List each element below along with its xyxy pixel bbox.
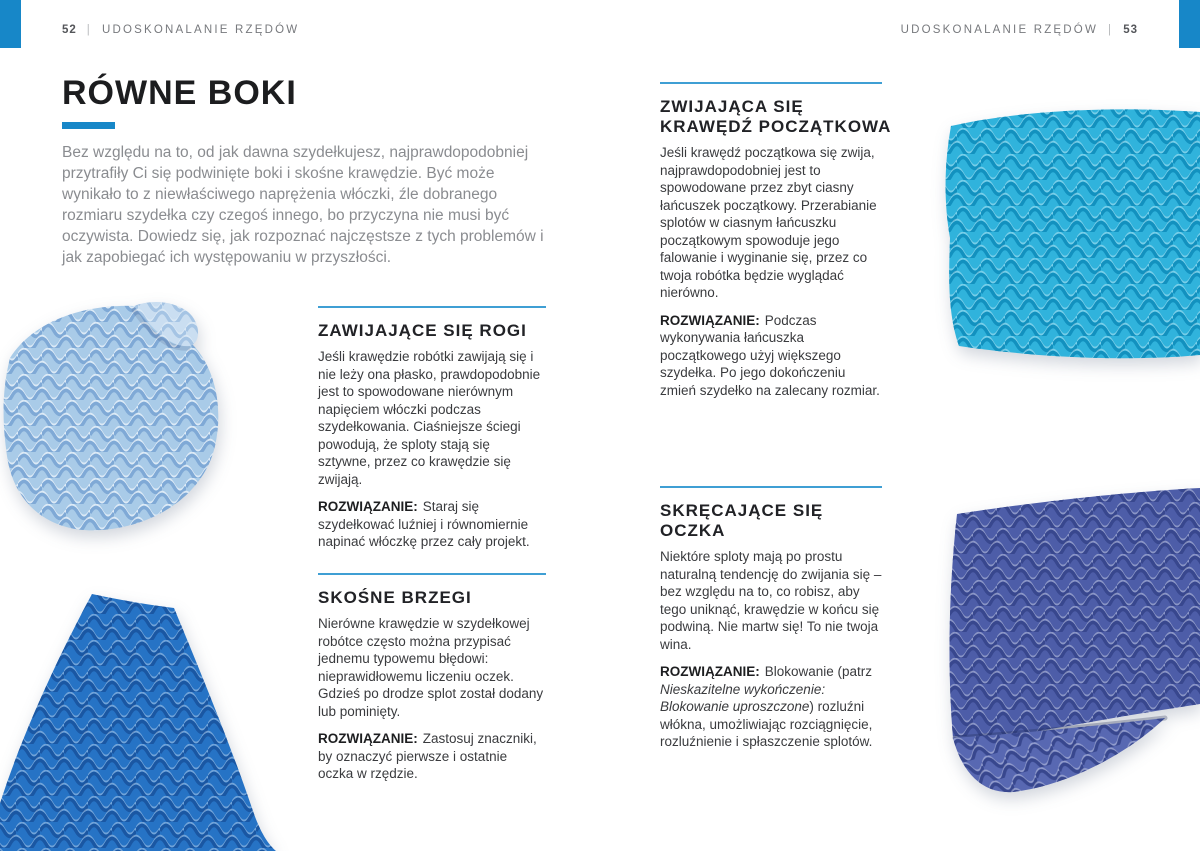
chapter-title: UDOSKONALANIE RZĘDÓW (900, 24, 1099, 36)
solution-text-part2: ) rozluźni włókna, umożliwiając rozciągnięcie, rozluźnienie i spłaszczenie splotów. (660, 699, 873, 749)
page-number-right: 53 (1123, 24, 1138, 36)
section-rule (660, 82, 882, 84)
chapter-title: UDOSKONALANIE RZĘDÓW (101, 24, 300, 36)
section-solution (318, 730, 546, 783)
solution-label: ROZWIĄZANIE: (660, 664, 760, 679)
section-heading-line1: ZWIJAJĄCA SIĘ (660, 97, 804, 116)
solution-text-part1: Blokowanie (patrz (764, 664, 873, 679)
section-body: Jeśli krawędź początkowa się zwija, najprawdopodobniej jest to spowodowane przez zbyt ciasny łańcuszek początkowy. Przerabianie splotów w ciasnym łańcuszku początkowym spowoduje jego falowanie i wyginanie się, przez co twoja robótka będzie wyglądać nierówno. (660, 145, 877, 300)
running-head-left (62, 24, 299, 36)
crochet-swatch-curling-cast-on-photo (933, 102, 1200, 365)
left-corner-accent-bar (0, 0, 21, 48)
title-underline-accent (62, 122, 115, 129)
solution-label: ROZWIĄZANIE: (660, 312, 760, 328)
solution-text-italic-reference: Nieskazitelne wykończenie: Blokowanie uproszczone (660, 681, 826, 714)
section-heading: ZAWIJAJĄCE SIĘ ROGI (318, 321, 527, 340)
solution-label: ROZWIĄZANIE: (318, 499, 418, 514)
section-heading: SKOŚNE BRZEGI (318, 588, 472, 607)
solution-text: Podczas wykonywania łańcuszka początkowego użyj większego szydełka. Po jego dokończeniu zmień szydełko na zalecany rozmiar. (660, 312, 880, 398)
section-rule (660, 486, 882, 488)
section-curling-corners (318, 306, 546, 551)
section-curling-cast-on-edge (660, 82, 892, 399)
page-title: RÓWNE BOKI (62, 74, 297, 112)
right-corner-accent-bar (1179, 0, 1200, 48)
intro-paragraph: Bez względu na to, od jak dawna szydełkujesz, najprawdopodobniej przytrafiły Ci się podwinięte boki i skośne krawędzie. Być może wynikało to z niewłaściwego naprężenia włóczki, źle dobranego rozmiaru szydełka czy czegoś innego, bo przyczyna nie musi być oczywista. Dowiedz się, jak rozpoznać najczęstsze z tych problemów i jak zapobiegać ich występowaniu w przyszłości. (62, 144, 544, 266)
section-twisting-stitches (660, 486, 882, 751)
section-heading-line2: OCZKA (660, 521, 726, 540)
page-number-left: 52 (62, 24, 77, 36)
section-heading-line2: KRAWĘDŹ POCZĄTKOWA (660, 117, 892, 136)
running-head-right (901, 24, 1138, 36)
crochet-swatch-curling-corners-photo (0, 296, 244, 546)
section-body: Jeśli krawędzie robótki zawijają się i nie leży ona płasko, prawdopodobnie jest to spowodowane nierównym napięciem włóczki podczas szydełkowania. Ciaśniejsze ściegi powodują, że sploty stają się sztywne, przez co krawędzie się zwijają. (318, 349, 541, 487)
section-solution (318, 498, 546, 551)
section-solution (660, 312, 882, 400)
crochet-swatch-twisting-stitches-photo (925, 476, 1200, 794)
header-separator: | (86, 24, 92, 36)
solution-text: Zastosuj znaczniki, by oznaczyć pierwsze i ostatnie oczka w rzędzie. (318, 731, 537, 781)
section-body: Nierówne krawędzie w szydełkowej robótce często można przypisać jednemu typowemu błędowi: nieprawidłowemu liczeniu oczek. Gdzieś po drodze splot został dodany lub pominięty. (318, 616, 544, 719)
section-rule (318, 306, 546, 308)
solution-text: Staraj się szydełkować luźniej i równomiernie napinać włóczkę przez cały projekt. (318, 499, 530, 549)
section-body: Niektóre sploty mają po prostu naturalną tendencję do zwijania się – bez względu na to, co robisz, aby tego uniknąć, krawędzie w końcu się podwiną. Nie martw się! To nie twoja wina. (660, 549, 882, 652)
section-heading-line1: SKRĘCAJĄCE SIĘ (660, 501, 824, 520)
section-solution (660, 663, 882, 751)
crochet-swatch-slanted-edges-photo (0, 588, 287, 851)
section-rule (318, 573, 546, 575)
section-slanted-edges (318, 573, 546, 783)
header-separator: | (1108, 24, 1114, 36)
solution-label: ROZWIĄZANIE: (318, 731, 418, 746)
